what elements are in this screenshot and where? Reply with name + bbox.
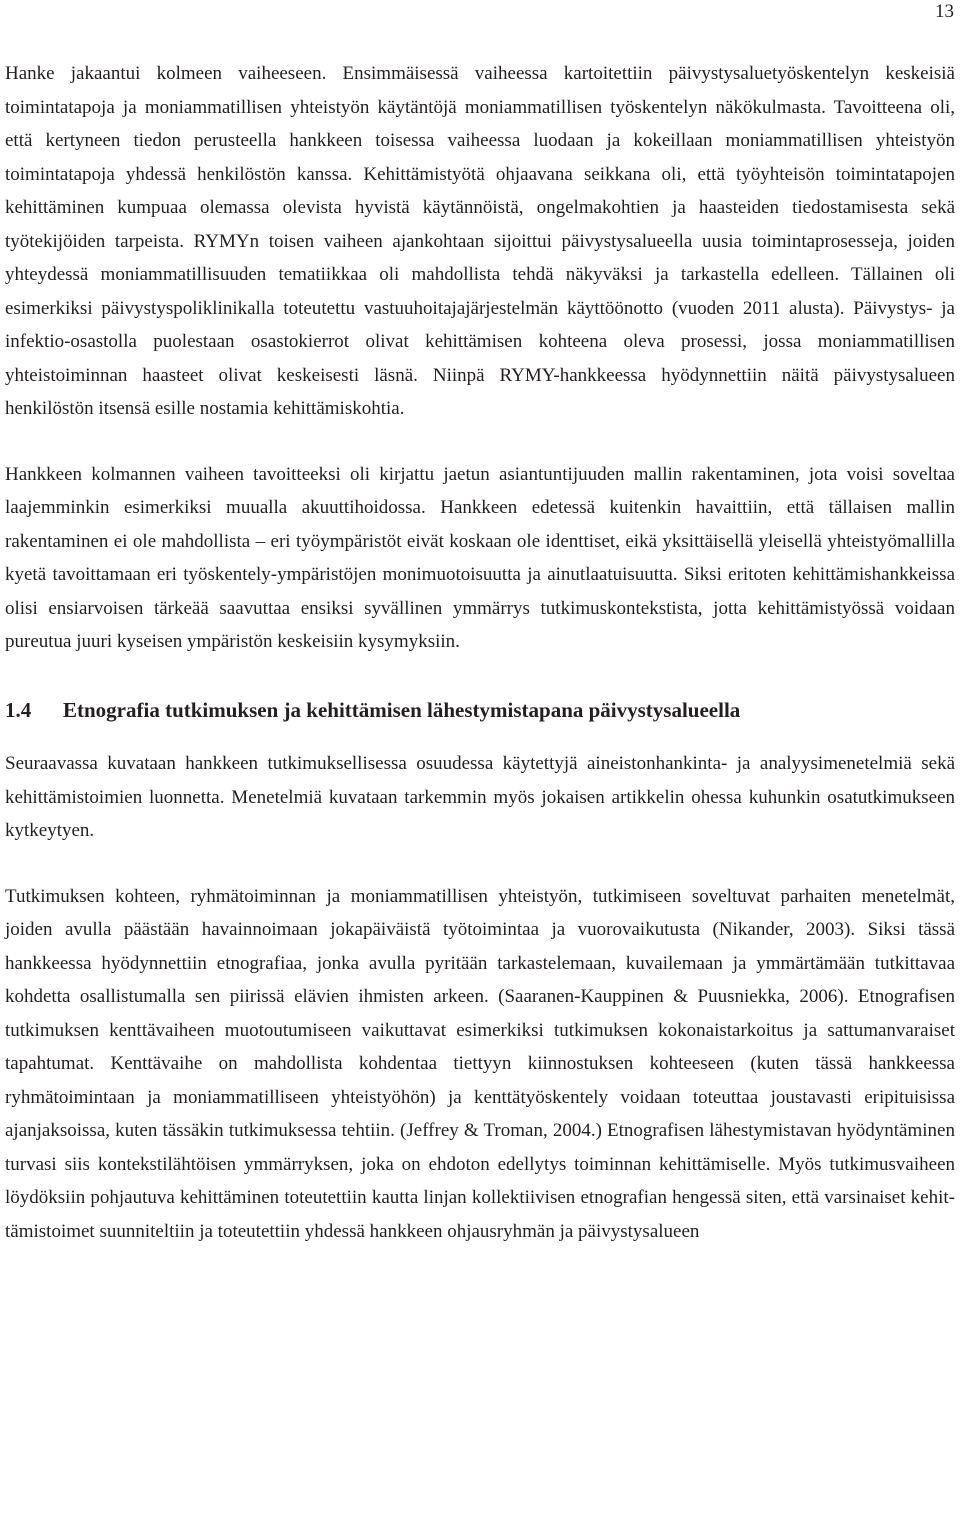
section-heading: [5, 694, 955, 728]
section-title: Etnografia tutkimuksen ja kehittämisen lähestymistapana päivystysalueella: [63, 697, 741, 722]
paragraph-ethnography: Tutkimuksen kohteen, ryhmätoiminnan ja moniammatillisen yhteistyön, tutkimiseen soveltuvat parhaiten menetelmät, joiden avulla päästään havainnoimaan jokapäiväistä työtoimintaa ja vuorovaikutusta (Nikander, 2003). Siksi tässä hankkeessa hyödynnettiin etnografiaa, jonka avulla pyritään tarkastelemaan, kuvailemaan ja ymmärtämään tutkittavaa kohdetta osallistumalla sen piirissä elävien ihmisten arkeen. (Saaranen-Kauppinen & Puusniekka, 2006). Etnografisen tutkimuksen kenttävaiheen muotoutumiseen vaikuttavat esimerkiksi tutkimuksen kokonaistarkoitus ja sattumanvaraiset tapahtumat. Kenttävaihe on mahdollista kohdentaa tiettyyn kiinnostuksen kohteeseen (kuten tässä hankkeessa ryhmätoimintaan ja moniammatilliseen yhteistyöhön) ja kenttätyöskentely voidaan toteuttaa joustavasti eripituisissa ajanjaksoissa, kuten tässäkin tutkimuksessa tehtiin. (Jeffrey & Troman, 2004.) Etnografisen lähestymistavan hyödyntäminen turvasi siis kontekstilähtöisen ymmärryksen, joka on ehdoton edellytys toiminnan kehittämiselle. Myös tutkimusvaiheen löydöksiin pohjautuva kehittäminen toteutettiin kautta linjan kollektiivisen etnografian hengessä siten, että varsinaiset kehittämistoimet suunniteltiin ja toteutettiin yhdessä hankkeen ohjausryhmän ja päivystysalueen: [5, 885, 955, 1242]
paragraph-methods-intro: Seuraavassa kuvataan hankkeen tutkimuksellisessa osuudessa käytettyjä aineistonhankinta- ja analyysimenetelmiä sekä kehittämistoimien luonnetta. Menetelmiä kuvataan tarkemmin myös jokaisen artikkelin ohessa kuhunkin osatutkimukseen kytkeytyen.: [5, 753, 955, 841]
page-body: [5, 57, 955, 1248]
paragraph-project-phases: Hanke jakaantui kolmeen vaiheeseen. Ensimmäisessä vaiheessa kartoitettiin päivystysaluetyöskentelyn keskeisiä toimintatapoja ja moniammatillisen yhteistyön käytäntöjä moniammatillisen työskentelyn näkökulmasta. Tavoitteena oli, että kertyneen tiedon perusteella hankkeen toisessa vaiheessa luodaan ja kokeillaan moniammatillisen yhteistyön toimintatapoja yhdessä henkilöstön kanssa. Kehittämistyötä ohjaavana seikkana oli, että työyhteisön toimintatapojen kehittäminen kumpuaa olemassa olevista hyvistä käytännöistä, ongelmakohtien ja haasteiden tiedostamisesta sekä työtekijöiden tarpeista. RYMYn toisen vaiheen ajankohtaan sijoittui päivystysalueella uusia toimintaprosesseja, joiden yhteydessä moniammatillisuuden tematiikkaa oli mahdollista tehdä näkyväksi ja tarkastella edelleen. Tällainen oli esimerkiksi päivystyspoliklinikalla toteutettu vastuuhoitajajärjestelmän käyttöönotto (vuoden 2011 alusta). Päivystys- ja infektio-osastolla puolestaan osastokierrot olivat kehittämisen kohteena oleva prosessi, jossa moniammatillisen yhteistoiminnan haasteet olivat keskeisesti läsnä. Niinpä RYMY-hankkeessa hyödynnettiin näitä päivystysalueen henkilöstön itsensä esille nostamia kehittämiskohtia.: [5, 63, 955, 419]
page-number: 13: [935, 1, 954, 22]
paragraph-third-phase: Hankkeen kolmannen vaiheen tavoitteeksi oli kirjattu jaetun asiantuntijuuden mallin rakentaminen, jota voisi soveltaa laajemminkin esimerkiksi muualla akuuttihoidossa. Hankkeen edetessä kuitenkin havaittiin, että tällaisen mallin rakentaminen ei ole mahdollista – eri työympäristöt eivät koskaan ole identtiset, eikä yksittäisellä yleisellä yhteistyömallilla kyetä tavoittamaan eri työskentely-ympäristöjen monimuotoisuutta ja ainutlaatuisuutta. Siksi eritoten kehittämishankkeissa olisi ensiarvoisen tärkeää saavuttaa ensiksi syvällinen ymmärrys tutkimuskontekstista, jotta kehittämistyössä voidaan pureutua juuri kyseisen ympäristön keskeisiin kysymyksiin.: [5, 463, 955, 652]
section-number: 1.4: [5, 697, 32, 722]
